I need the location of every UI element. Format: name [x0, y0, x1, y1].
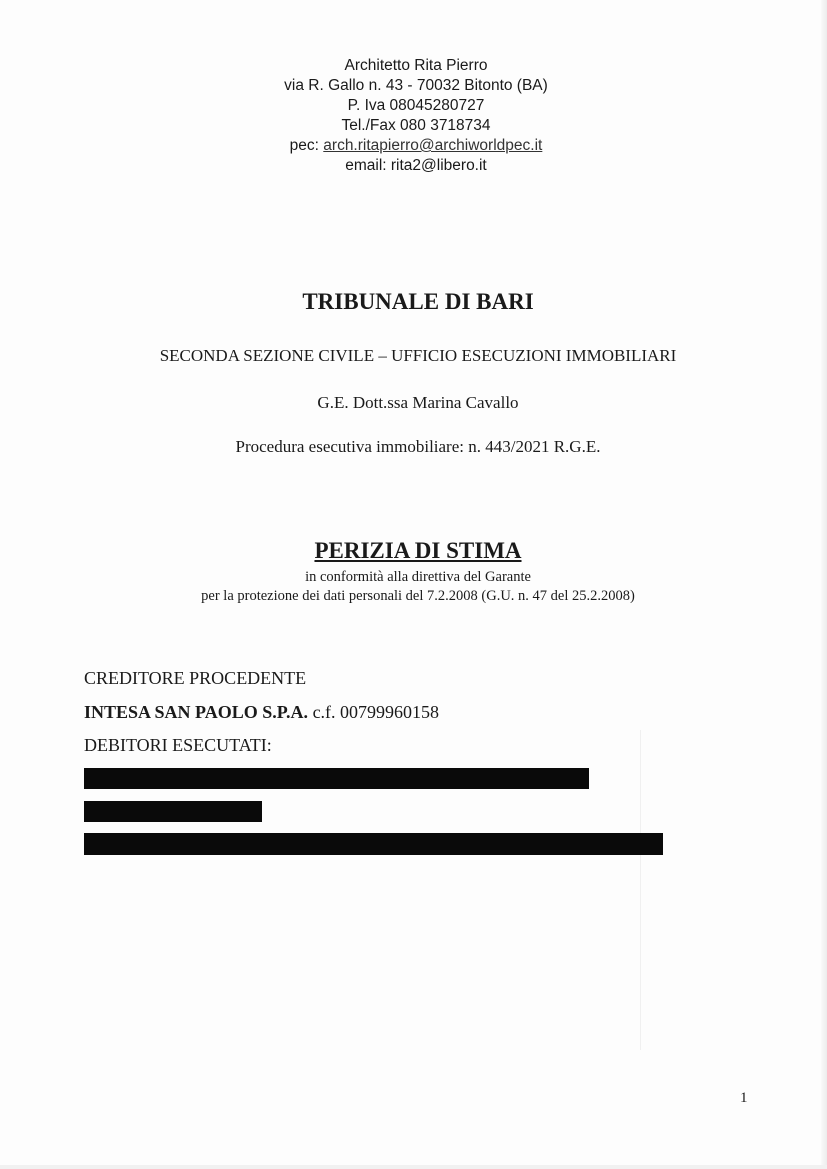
court-section: SECONDA SEZIONE CIVILE – UFFICIO ESECUZIONI IMMOBILIARI — [159, 346, 677, 365]
pec-line — [0, 136, 827, 156]
creditor-name: INTESA SAN PAOLO S.P.A. — [84, 702, 309, 722]
page-number: 1 — [740, 1090, 748, 1106]
letterhead — [0, 56, 827, 176]
email-line: email: rita2@libero.it — [345, 157, 487, 174]
debtors-heading: DEBITORI ESECUTATI: — [84, 735, 272, 755]
scan-edge-bottom — [0, 1165, 827, 1169]
procedure-number: Procedura esecutiva immobiliare: n. 443/2021 R.G.E. — [235, 437, 601, 456]
report-subtitle-line2: per la protezione dei dati personali del 7.2.2008 (G.U. n. 47 del 25.2.2008) — [201, 588, 635, 604]
creditor-line — [84, 702, 439, 723]
architect-name: Architetto Rita Pierro — [344, 57, 488, 74]
judge-name: G.E. Dott.ssa Marina Cavallo — [317, 393, 519, 412]
redaction-bar — [84, 768, 589, 789]
court-title: TRIBUNALE DI BARI — [302, 289, 534, 314]
phone-fax: Tel./Fax 080 3718734 — [341, 117, 491, 134]
pec-label: pec: — [289, 137, 324, 154]
report-title: PERIZIA DI STIMA — [314, 538, 522, 563]
vat-number: P. Iva 08045280727 — [347, 97, 485, 114]
architect-address: via R. Gallo n. 43 - 70032 Bitonto (BA) — [284, 77, 548, 94]
scan-artifact-line — [640, 730, 641, 1050]
pec-email-link[interactable]: arch.ritapierro@archiworldpec.it — [323, 137, 543, 154]
report-subtitle-line1: in conformità alla direttiva del Garante — [305, 569, 531, 585]
redaction-bar — [84, 801, 262, 822]
creditor-heading: CREDITORE PROCEDENTE — [84, 668, 307, 688]
redaction-bar — [84, 833, 663, 855]
creditor-tax-code: c.f. 00799960158 — [308, 702, 440, 722]
